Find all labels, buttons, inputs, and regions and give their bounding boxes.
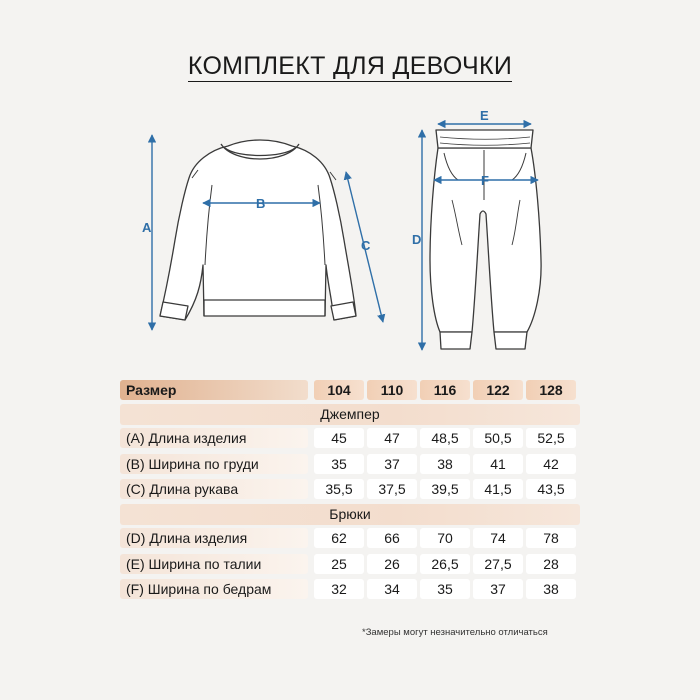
row-label: (C) Длина рукава: [120, 479, 308, 499]
table-row: [120, 579, 580, 599]
table-cell: 66: [367, 528, 417, 548]
table-cell: 47: [367, 428, 417, 448]
table-cell: 39,5: [420, 479, 470, 499]
table-row: [120, 554, 580, 574]
jumper-drawing: [160, 140, 356, 320]
table-cell: 41,5: [473, 479, 523, 499]
size-104: 104: [314, 380, 364, 400]
table-cell: 32: [314, 579, 364, 599]
table-cell: 25: [314, 554, 364, 574]
row-label: (A) Длина изделия: [120, 428, 308, 448]
table-cell: 52,5: [526, 428, 576, 448]
table-cell: 45: [314, 428, 364, 448]
table-cell: 42: [526, 454, 576, 474]
size-128: 128: [526, 380, 576, 400]
dim-label-f: F: [481, 173, 489, 188]
table-cell: 50,5: [473, 428, 523, 448]
table-cell: 35: [314, 454, 364, 474]
size-110: 110: [367, 380, 417, 400]
dim-label-a: A: [142, 220, 152, 235]
size-label: Размер: [120, 380, 308, 400]
row-label: (E) Ширина по талии: [120, 554, 308, 574]
section-jumper: Джемпер: [120, 404, 580, 425]
page-title-text: КОМПЛЕКТ ДЛЯ ДЕВОЧКИ: [187, 52, 513, 80]
table-cell: 38: [420, 454, 470, 474]
row-label: (F) Ширина по бедрам: [120, 579, 308, 599]
table-row: [120, 528, 580, 548]
table-cell: 48,5: [420, 428, 470, 448]
section-pants: Брюки: [120, 504, 580, 525]
dim-label-b: B: [256, 196, 266, 211]
pants-drawing: [430, 130, 541, 349]
table-cell: 27,5: [473, 554, 523, 574]
table-cell: 38: [526, 579, 576, 599]
footnote: *Замеры могут незначительно отличаться: [362, 627, 548, 638]
table-header-row: [120, 380, 580, 400]
table-cell: 41: [473, 454, 523, 474]
dim-label-e: E: [480, 108, 489, 123]
dim-label-c: C: [361, 238, 371, 253]
table-row: [120, 479, 580, 499]
table-row: [120, 428, 580, 448]
table-cell: 37: [367, 454, 417, 474]
row-label: (B) Ширина по груди: [120, 454, 308, 474]
table-cell: 37: [473, 579, 523, 599]
row-label: (D) Длина изделия: [120, 528, 308, 548]
table-cell: 43,5: [526, 479, 576, 499]
size-122: 122: [473, 380, 523, 400]
table-cell: 35: [420, 579, 470, 599]
table-cell: 78: [526, 528, 576, 548]
table-cell: 26,5: [420, 554, 470, 574]
table-cell: 26: [367, 554, 417, 574]
table-cell: 74: [473, 528, 523, 548]
table-cell: 35,5: [314, 479, 364, 499]
table-cell: 62: [314, 528, 364, 548]
table-cell: 70: [420, 528, 470, 548]
size-116: 116: [420, 380, 470, 400]
table-cell: 28: [526, 554, 576, 574]
dim-label-d: D: [412, 232, 422, 247]
table-cell: 37,5: [367, 479, 417, 499]
table-cell: 34: [367, 579, 417, 599]
table-row: [120, 454, 580, 474]
